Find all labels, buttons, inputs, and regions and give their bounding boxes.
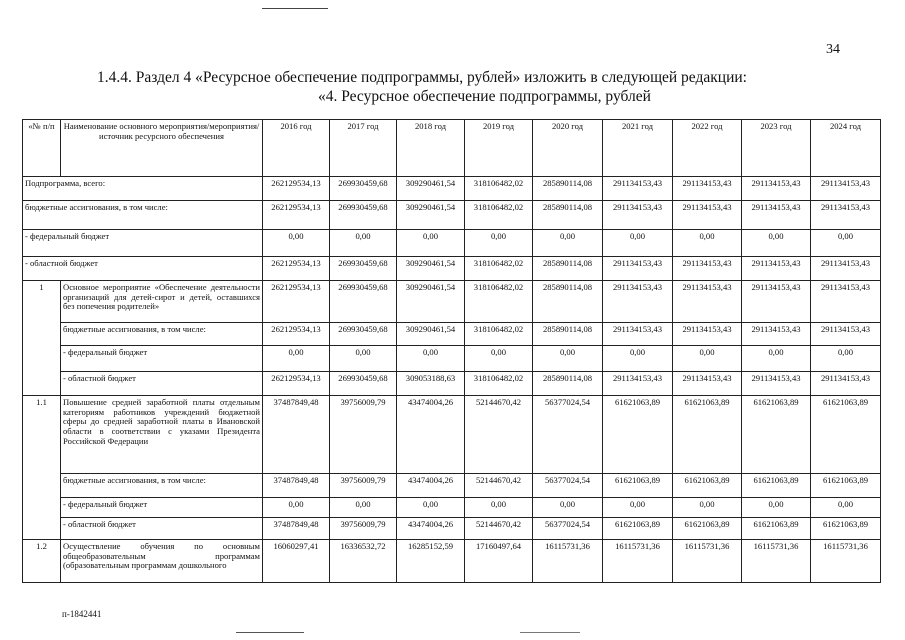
value-cell: 285890114,08 (533, 257, 603, 281)
row-label: Подпрограмма, всего: (23, 177, 263, 201)
measure-1-assign-row (23, 323, 881, 346)
page-number: 34 (826, 42, 840, 57)
value-cell: 61621063,89 (742, 474, 811, 498)
value-cell: 16115731,36 (811, 540, 881, 583)
value-cell: 0,00 (673, 346, 742, 372)
value-cell: 16285152,59 (397, 540, 465, 583)
header-year: 2023 год (742, 120, 811, 177)
value-cell: 318106482,02 (465, 201, 533, 230)
value-cell: 0,00 (533, 498, 603, 518)
header-name: Наименование основного мероприятия/мероприятия/ источник ресурсного обеспечения (61, 120, 263, 177)
value-cell: 0,00 (263, 230, 330, 257)
value-cell: 291134153,43 (811, 177, 881, 201)
value-cell: 291134153,43 (603, 281, 673, 323)
value-cell: 262129534,13 (263, 281, 330, 323)
value-cell: 0,00 (465, 498, 533, 518)
value-cell: 285890114,08 (533, 281, 603, 323)
value-cell: 291134153,43 (673, 281, 742, 323)
value-cell: 291134153,43 (673, 323, 742, 346)
value-cell: 0,00 (397, 346, 465, 372)
value-cell: 262129534,13 (263, 201, 330, 230)
value-cell: 269930459,68 (330, 201, 397, 230)
value-cell: 61621063,89 (603, 518, 673, 540)
value-cell: 0,00 (263, 498, 330, 518)
value-cell: 0,00 (465, 230, 533, 257)
value-cell: 0,00 (811, 230, 881, 257)
row-label: - областной бюджет (23, 257, 263, 281)
value-cell: 309290461,54 (397, 323, 465, 346)
top-rule (262, 8, 328, 9)
value-cell: 309290461,54 (397, 177, 465, 201)
value-cell: 56377024,54 (533, 518, 603, 540)
value-cell: 61621063,89 (673, 474, 742, 498)
value-cell: 16115731,36 (533, 540, 603, 583)
value-cell: 0,00 (811, 346, 881, 372)
value-cell: 39756009,79 (330, 474, 397, 498)
value-cell: 0,00 (330, 346, 397, 372)
value-cell: 269930459,68 (330, 281, 397, 323)
header-year: 2019 год (465, 120, 533, 177)
subprogram-regional-row (23, 257, 881, 281)
header-num: «№ п/п (23, 120, 61, 177)
value-cell: 16336532,72 (330, 540, 397, 583)
measure-1-federal-row (23, 346, 881, 372)
document-code: п-1842441 (62, 609, 102, 619)
value-cell: 291134153,43 (603, 323, 673, 346)
value-cell: 309290461,54 (397, 201, 465, 230)
header-year: 2018 год (397, 120, 465, 177)
measure-1-1-row (23, 396, 881, 474)
value-cell: 291134153,43 (742, 177, 811, 201)
value-cell: 318106482,02 (465, 177, 533, 201)
value-cell: 291134153,43 (603, 372, 673, 396)
subprogram-total-row (23, 177, 881, 201)
value-cell: 262129534,13 (263, 372, 330, 396)
value-cell: 0,00 (330, 498, 397, 518)
value-cell: 291134153,43 (742, 281, 811, 323)
value-cell: 0,00 (603, 346, 673, 372)
row-number: 1.2 (23, 540, 61, 583)
value-cell: 16115731,36 (673, 540, 742, 583)
value-cell: 61621063,89 (673, 396, 742, 474)
row-label: - федеральный бюджет (61, 498, 263, 518)
bottom-rule (520, 632, 580, 633)
value-cell: 291134153,43 (811, 201, 881, 230)
row-label: бюджетные ассигнования, в том числе: (23, 201, 263, 230)
value-cell: 269930459,68 (330, 372, 397, 396)
value-cell: 61621063,89 (811, 474, 881, 498)
value-cell: 43474004,26 (397, 518, 465, 540)
value-cell: 43474004,26 (397, 396, 465, 474)
value-cell: 291134153,43 (811, 257, 881, 281)
value-cell: 291134153,43 (742, 372, 811, 396)
measure-label: Основное мероприятие «Обеспечение деятельности организаций для детей-сирот и детей, оставшихся без попечения родителей» (61, 281, 263, 323)
value-cell: 61621063,89 (742, 396, 811, 474)
value-cell: 285890114,08 (533, 323, 603, 346)
row-label: бюджетные ассигнования, в том числе: (61, 323, 263, 346)
value-cell: 0,00 (742, 498, 811, 518)
value-cell: 43474004,26 (397, 474, 465, 498)
header-year: 2020 год (533, 120, 603, 177)
value-cell: 262129534,13 (263, 257, 330, 281)
value-cell: 269930459,68 (330, 323, 397, 346)
value-cell: 291134153,43 (673, 177, 742, 201)
value-cell: 0,00 (673, 230, 742, 257)
value-cell: 0,00 (603, 498, 673, 518)
value-cell: 16115731,36 (603, 540, 673, 583)
value-cell: 56377024,54 (533, 396, 603, 474)
value-cell: 262129534,13 (263, 177, 330, 201)
value-cell: 291134153,43 (742, 323, 811, 346)
measure-1-2-row (23, 540, 881, 583)
value-cell: 285890114,08 (533, 372, 603, 396)
header-year: 2021 год (603, 120, 673, 177)
header-year: 2024 год (811, 120, 881, 177)
value-cell: 291134153,43 (742, 257, 811, 281)
value-cell: 61621063,89 (742, 518, 811, 540)
value-cell: 17160497,64 (465, 540, 533, 583)
value-cell: 61621063,89 (811, 518, 881, 540)
value-cell: 291134153,43 (673, 257, 742, 281)
row-label: - федеральный бюджет (23, 230, 263, 257)
measure-1-row (23, 281, 881, 323)
value-cell: 291134153,43 (811, 372, 881, 396)
value-cell: 61621063,89 (811, 396, 881, 474)
value-cell: 285890114,08 (533, 177, 603, 201)
measure-1-regional-row (23, 372, 881, 396)
value-cell: 291134153,43 (742, 201, 811, 230)
value-cell: 0,00 (742, 346, 811, 372)
value-cell: 37487849,48 (263, 474, 330, 498)
value-cell: 309290461,54 (397, 281, 465, 323)
value-cell: 291134153,43 (603, 201, 673, 230)
value-cell: 16060297,41 (263, 540, 330, 583)
value-cell: 0,00 (465, 346, 533, 372)
row-number: 1 (23, 281, 61, 396)
table-header-row (23, 120, 881, 177)
value-cell: 0,00 (397, 498, 465, 518)
measure-1-1-regional-row (23, 518, 881, 540)
value-cell: 0,00 (742, 230, 811, 257)
resource-table (22, 119, 881, 583)
value-cell: 318106482,02 (465, 257, 533, 281)
measure-label: Осуществление обучения по основным общеобразовательным программам (образовательным программам дошкольного (61, 540, 263, 583)
subprogram-federal-row (23, 230, 881, 257)
value-cell: 269930459,68 (330, 177, 397, 201)
value-cell: 0,00 (533, 346, 603, 372)
header-year: 2022 год (673, 120, 742, 177)
value-cell: 52144670,42 (465, 396, 533, 474)
value-cell: 0,00 (673, 498, 742, 518)
table-title: «4. Ресурсное обеспечение подпрограммы, рублей (318, 88, 651, 105)
value-cell: 291134153,43 (603, 177, 673, 201)
value-cell: 0,00 (330, 230, 397, 257)
row-number: 1.1 (23, 396, 61, 540)
value-cell: 318106482,02 (465, 323, 533, 346)
value-cell: 0,00 (263, 346, 330, 372)
value-cell: 61621063,89 (673, 518, 742, 540)
value-cell: 291134153,43 (603, 257, 673, 281)
row-label: - областной бюджет (61, 372, 263, 396)
row-label: - областной бюджет (61, 518, 263, 540)
value-cell: 262129534,13 (263, 323, 330, 346)
value-cell: 61621063,89 (603, 474, 673, 498)
bottom-rule (236, 632, 304, 633)
section-heading: 1.4.4. Раздел 4 «Ресурсное обеспечение подпрограммы, рублей» изложить в следующей редакции: (97, 69, 747, 86)
value-cell: 39756009,79 (330, 518, 397, 540)
value-cell: 309290461,54 (397, 257, 465, 281)
value-cell: 52144670,42 (465, 474, 533, 498)
value-cell: 0,00 (603, 230, 673, 257)
value-cell: 285890114,08 (533, 201, 603, 230)
row-label: бюджетные ассигнования, в том числе: (61, 474, 263, 498)
value-cell: 0,00 (397, 230, 465, 257)
value-cell: 291134153,43 (673, 372, 742, 396)
value-cell: 291134153,43 (673, 201, 742, 230)
value-cell: 291134153,43 (811, 323, 881, 346)
value-cell: 52144670,42 (465, 518, 533, 540)
value-cell: 309053188,63 (397, 372, 465, 396)
value-cell: 318106482,02 (465, 372, 533, 396)
measure-1-1-federal-row (23, 498, 881, 518)
value-cell: 56377024,54 (533, 474, 603, 498)
value-cell: 61621063,89 (603, 396, 673, 474)
subprogram-assign-row (23, 201, 881, 230)
header-year: 2016 год (263, 120, 330, 177)
value-cell: 37487849,48 (263, 518, 330, 540)
value-cell: 318106482,02 (465, 281, 533, 323)
measure-label: Повышение средней заработной платы отдельным категориям работников учреждений бюджетной сферы до средней заработной платы в Ивановской области в соответствии с указами Президента Российской Федерации (61, 396, 263, 474)
value-cell: 16115731,36 (742, 540, 811, 583)
value-cell: 37487849,48 (263, 396, 330, 474)
row-label: - федеральный бюджет (61, 346, 263, 372)
header-year: 2017 год (330, 120, 397, 177)
value-cell: 269930459,68 (330, 257, 397, 281)
value-cell: 0,00 (811, 498, 881, 518)
value-cell: 0,00 (533, 230, 603, 257)
value-cell: 291134153,43 (811, 281, 881, 323)
measure-1-1-assign-row (23, 474, 881, 498)
value-cell: 39756009,79 (330, 396, 397, 474)
